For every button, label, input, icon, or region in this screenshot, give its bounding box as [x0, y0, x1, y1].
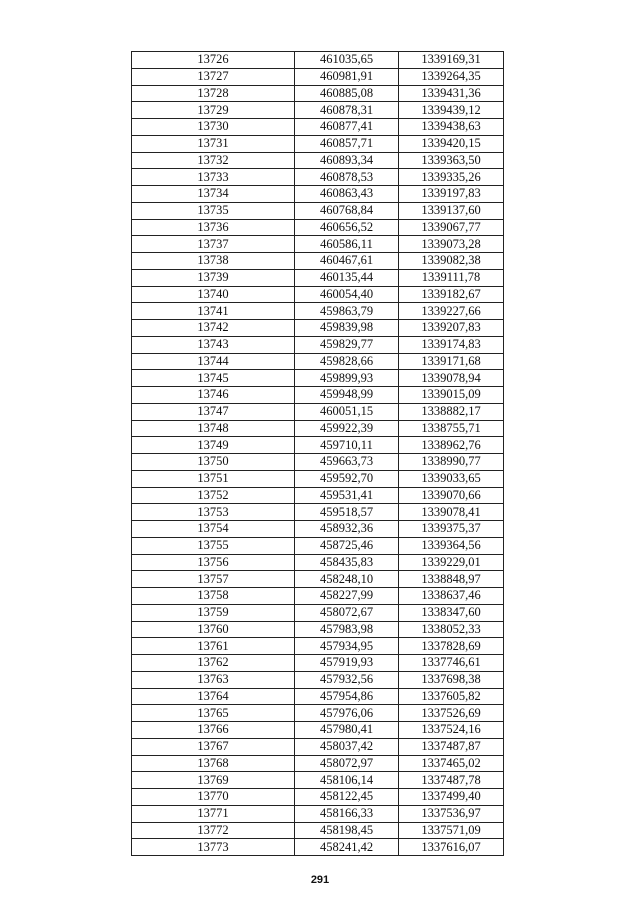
point-number-cell: 13736 [132, 219, 295, 236]
y-coordinate-cell: 1339264,35 [399, 68, 504, 85]
y-coordinate-cell: 1339111,78 [399, 269, 504, 286]
x-coordinate-cell: 458166,33 [295, 805, 399, 822]
y-coordinate-cell: 1337465,02 [399, 755, 504, 772]
table-row [132, 655, 504, 672]
point-number-cell: 13734 [132, 186, 295, 203]
y-coordinate-cell: 1339182,67 [399, 286, 504, 303]
table-row [132, 537, 504, 554]
x-coordinate-cell: 460656,52 [295, 219, 399, 236]
point-number-cell: 13732 [132, 152, 295, 169]
y-coordinate-cell: 1339431,36 [399, 85, 504, 102]
y-coordinate-cell: 1339207,83 [399, 320, 504, 337]
table-row [132, 554, 504, 571]
x-coordinate-cell: 458248,10 [295, 571, 399, 588]
y-coordinate-cell: 1339174,83 [399, 336, 504, 353]
point-number-cell: 13731 [132, 135, 295, 152]
point-number-cell: 13735 [132, 202, 295, 219]
point-number-cell: 13726 [132, 52, 295, 69]
table-row [132, 135, 504, 152]
point-number-cell: 13746 [132, 387, 295, 404]
x-coordinate-cell: 460981,91 [295, 68, 399, 85]
x-coordinate-cell: 460586,11 [295, 236, 399, 253]
point-number-cell: 13728 [132, 85, 295, 102]
x-coordinate-cell: 458106,14 [295, 772, 399, 789]
point-number-cell: 13738 [132, 253, 295, 270]
point-number-cell: 13773 [132, 839, 295, 856]
table-row [132, 286, 504, 303]
table-row [132, 387, 504, 404]
y-coordinate-cell: 1337536,97 [399, 805, 504, 822]
x-coordinate-cell: 460878,31 [295, 102, 399, 119]
point-number-cell: 13755 [132, 537, 295, 554]
table-row [132, 119, 504, 136]
table-row [132, 269, 504, 286]
point-number-cell: 13729 [132, 102, 295, 119]
x-coordinate-cell: 460878,53 [295, 169, 399, 186]
table-row [132, 152, 504, 169]
table-row [132, 805, 504, 822]
x-coordinate-cell: 458072,97 [295, 755, 399, 772]
x-coordinate-cell: 458241,42 [295, 839, 399, 856]
point-number-cell: 13772 [132, 822, 295, 839]
table-row [132, 353, 504, 370]
x-coordinate-cell: 457976,06 [295, 705, 399, 722]
x-coordinate-cell: 459948,99 [295, 387, 399, 404]
table-row [132, 755, 504, 772]
table-row [132, 52, 504, 69]
table-row [132, 671, 504, 688]
table-row [132, 102, 504, 119]
y-coordinate-cell: 1339033,65 [399, 470, 504, 487]
table-row [132, 186, 504, 203]
y-coordinate-cell: 1339335,26 [399, 169, 504, 186]
point-number-cell: 13752 [132, 487, 295, 504]
point-number-cell: 13733 [132, 169, 295, 186]
y-coordinate-cell: 1339438,63 [399, 119, 504, 136]
x-coordinate-cell: 459829,77 [295, 336, 399, 353]
table-row [132, 588, 504, 605]
point-number-cell: 13740 [132, 286, 295, 303]
point-number-cell: 13737 [132, 236, 295, 253]
point-number-cell: 13750 [132, 454, 295, 471]
table-row [132, 202, 504, 219]
x-coordinate-cell: 459899,93 [295, 370, 399, 387]
point-number-cell: 13745 [132, 370, 295, 387]
x-coordinate-cell: 460857,71 [295, 135, 399, 152]
table-row [132, 487, 504, 504]
table-row [132, 303, 504, 320]
point-number-cell: 13753 [132, 504, 295, 521]
x-coordinate-cell: 457954,86 [295, 688, 399, 705]
point-number-cell: 13727 [132, 68, 295, 85]
y-coordinate-cell: 1338347,60 [399, 604, 504, 621]
table-row [132, 604, 504, 621]
x-coordinate-cell: 459710,11 [295, 437, 399, 454]
table-row [132, 68, 504, 85]
table-row [132, 789, 504, 806]
point-number-cell: 13763 [132, 671, 295, 688]
table-row [132, 454, 504, 471]
table-row [132, 772, 504, 789]
x-coordinate-cell: 460054,40 [295, 286, 399, 303]
point-number-cell: 13751 [132, 470, 295, 487]
y-coordinate-cell: 1337524,16 [399, 722, 504, 739]
x-coordinate-cell: 460467,61 [295, 253, 399, 270]
y-coordinate-cell: 1339078,94 [399, 370, 504, 387]
point-number-cell: 13769 [132, 772, 295, 789]
table-row [132, 437, 504, 454]
x-coordinate-cell: 460863,43 [295, 186, 399, 203]
point-number-cell: 13761 [132, 638, 295, 655]
x-coordinate-cell: 459518,57 [295, 504, 399, 521]
table-row [132, 370, 504, 387]
y-coordinate-cell: 1339197,83 [399, 186, 504, 203]
y-coordinate-cell: 1339137,60 [399, 202, 504, 219]
point-number-cell: 13765 [132, 705, 295, 722]
x-coordinate-cell: 457934,95 [295, 638, 399, 655]
table-row [132, 521, 504, 538]
table-row [132, 621, 504, 638]
table-row [132, 236, 504, 253]
point-number-cell: 13747 [132, 403, 295, 420]
x-coordinate-cell: 457919,93 [295, 655, 399, 672]
x-coordinate-cell: 459828,66 [295, 353, 399, 370]
x-coordinate-cell: 459863,79 [295, 303, 399, 320]
x-coordinate-cell: 459592,70 [295, 470, 399, 487]
y-coordinate-cell: 1338882,17 [399, 403, 504, 420]
y-coordinate-cell: 1339169,31 [399, 52, 504, 69]
x-coordinate-cell: 460893,34 [295, 152, 399, 169]
x-coordinate-cell: 460877,41 [295, 119, 399, 136]
point-number-cell: 13742 [132, 320, 295, 337]
y-coordinate-cell: 1339229,01 [399, 554, 504, 571]
y-coordinate-cell: 1339420,15 [399, 135, 504, 152]
x-coordinate-cell: 459663,73 [295, 454, 399, 471]
x-coordinate-cell: 458198,45 [295, 822, 399, 839]
y-coordinate-cell: 1337746,61 [399, 655, 504, 672]
point-number-cell: 13754 [132, 521, 295, 538]
point-number-cell: 13756 [132, 554, 295, 571]
y-coordinate-cell: 1339078,41 [399, 504, 504, 521]
y-coordinate-cell: 1337526,69 [399, 705, 504, 722]
y-coordinate-cell: 1337487,87 [399, 738, 504, 755]
y-coordinate-cell: 1338990,77 [399, 454, 504, 471]
x-coordinate-cell: 457980,41 [295, 722, 399, 739]
x-coordinate-cell: 458122,45 [295, 789, 399, 806]
x-coordinate-cell: 461035,65 [295, 52, 399, 69]
x-coordinate-cell: 458072,67 [295, 604, 399, 621]
y-coordinate-cell: 1337571,09 [399, 822, 504, 839]
point-number-cell: 13743 [132, 336, 295, 353]
y-coordinate-cell: 1338848,97 [399, 571, 504, 588]
x-coordinate-cell: 459839,98 [295, 320, 399, 337]
table-row [132, 705, 504, 722]
y-coordinate-cell: 1339073,28 [399, 236, 504, 253]
point-number-cell: 13770 [132, 789, 295, 806]
y-coordinate-cell: 1339015,09 [399, 387, 504, 404]
table-row [132, 85, 504, 102]
table-row [132, 470, 504, 487]
y-coordinate-cell: 1339070,66 [399, 487, 504, 504]
x-coordinate-cell: 457983,98 [295, 621, 399, 638]
y-coordinate-cell: 1339439,12 [399, 102, 504, 119]
point-number-cell: 13744 [132, 353, 295, 370]
coordinates-table [131, 51, 504, 856]
point-number-cell: 13767 [132, 738, 295, 755]
y-coordinate-cell: 1339171,68 [399, 353, 504, 370]
x-coordinate-cell: 458435,83 [295, 554, 399, 571]
point-number-cell: 13758 [132, 588, 295, 605]
y-coordinate-cell: 1339067,77 [399, 219, 504, 236]
table-row [132, 839, 504, 856]
point-number-cell: 13739 [132, 269, 295, 286]
point-number-cell: 13757 [132, 571, 295, 588]
point-number-cell: 13762 [132, 655, 295, 672]
y-coordinate-cell: 1339082,38 [399, 253, 504, 270]
table-row [132, 638, 504, 655]
y-coordinate-cell: 1338755,71 [399, 420, 504, 437]
table-row [132, 571, 504, 588]
x-coordinate-cell: 460051,15 [295, 403, 399, 420]
y-coordinate-cell: 1339363,50 [399, 152, 504, 169]
point-number-cell: 13764 [132, 688, 295, 705]
y-coordinate-cell: 1339227,66 [399, 303, 504, 320]
table-row [132, 822, 504, 839]
table-row [132, 219, 504, 236]
x-coordinate-cell: 458725,46 [295, 537, 399, 554]
x-coordinate-cell: 460885,08 [295, 85, 399, 102]
x-coordinate-cell: 458037,42 [295, 738, 399, 755]
table-row [132, 738, 504, 755]
x-coordinate-cell: 458227,99 [295, 588, 399, 605]
x-coordinate-cell: 457932,56 [295, 671, 399, 688]
point-number-cell: 13748 [132, 420, 295, 437]
y-coordinate-cell: 1338052,33 [399, 621, 504, 638]
table-row [132, 722, 504, 739]
y-coordinate-cell: 1338637,46 [399, 588, 504, 605]
point-number-cell: 13771 [132, 805, 295, 822]
table-row [132, 504, 504, 521]
y-coordinate-cell: 1337487,78 [399, 772, 504, 789]
point-number-cell: 13749 [132, 437, 295, 454]
point-number-cell: 13759 [132, 604, 295, 621]
table-row [132, 169, 504, 186]
table-row [132, 403, 504, 420]
x-coordinate-cell: 459531,41 [295, 487, 399, 504]
x-coordinate-cell: 460768,84 [295, 202, 399, 219]
y-coordinate-cell: 1339375,37 [399, 521, 504, 538]
table-row [132, 253, 504, 270]
table-row [132, 336, 504, 353]
table-row [132, 688, 504, 705]
y-coordinate-cell: 1337499,40 [399, 789, 504, 806]
y-coordinate-cell: 1337828,69 [399, 638, 504, 655]
x-coordinate-cell: 459922,39 [295, 420, 399, 437]
y-coordinate-cell: 1339364,56 [399, 537, 504, 554]
y-coordinate-cell: 1337605,82 [399, 688, 504, 705]
table-body [132, 52, 504, 856]
x-coordinate-cell: 458932,36 [295, 521, 399, 538]
point-number-cell: 13741 [132, 303, 295, 320]
point-number-cell: 13768 [132, 755, 295, 772]
table-row [132, 420, 504, 437]
page-number: 291 [310, 874, 330, 886]
y-coordinate-cell: 1338962,76 [399, 437, 504, 454]
y-coordinate-cell: 1337616,07 [399, 839, 504, 856]
y-coordinate-cell: 1337698,38 [399, 671, 504, 688]
point-number-cell: 13730 [132, 119, 295, 136]
point-number-cell: 13766 [132, 722, 295, 739]
x-coordinate-cell: 460135,44 [295, 269, 399, 286]
table-row [132, 320, 504, 337]
point-number-cell: 13760 [132, 621, 295, 638]
